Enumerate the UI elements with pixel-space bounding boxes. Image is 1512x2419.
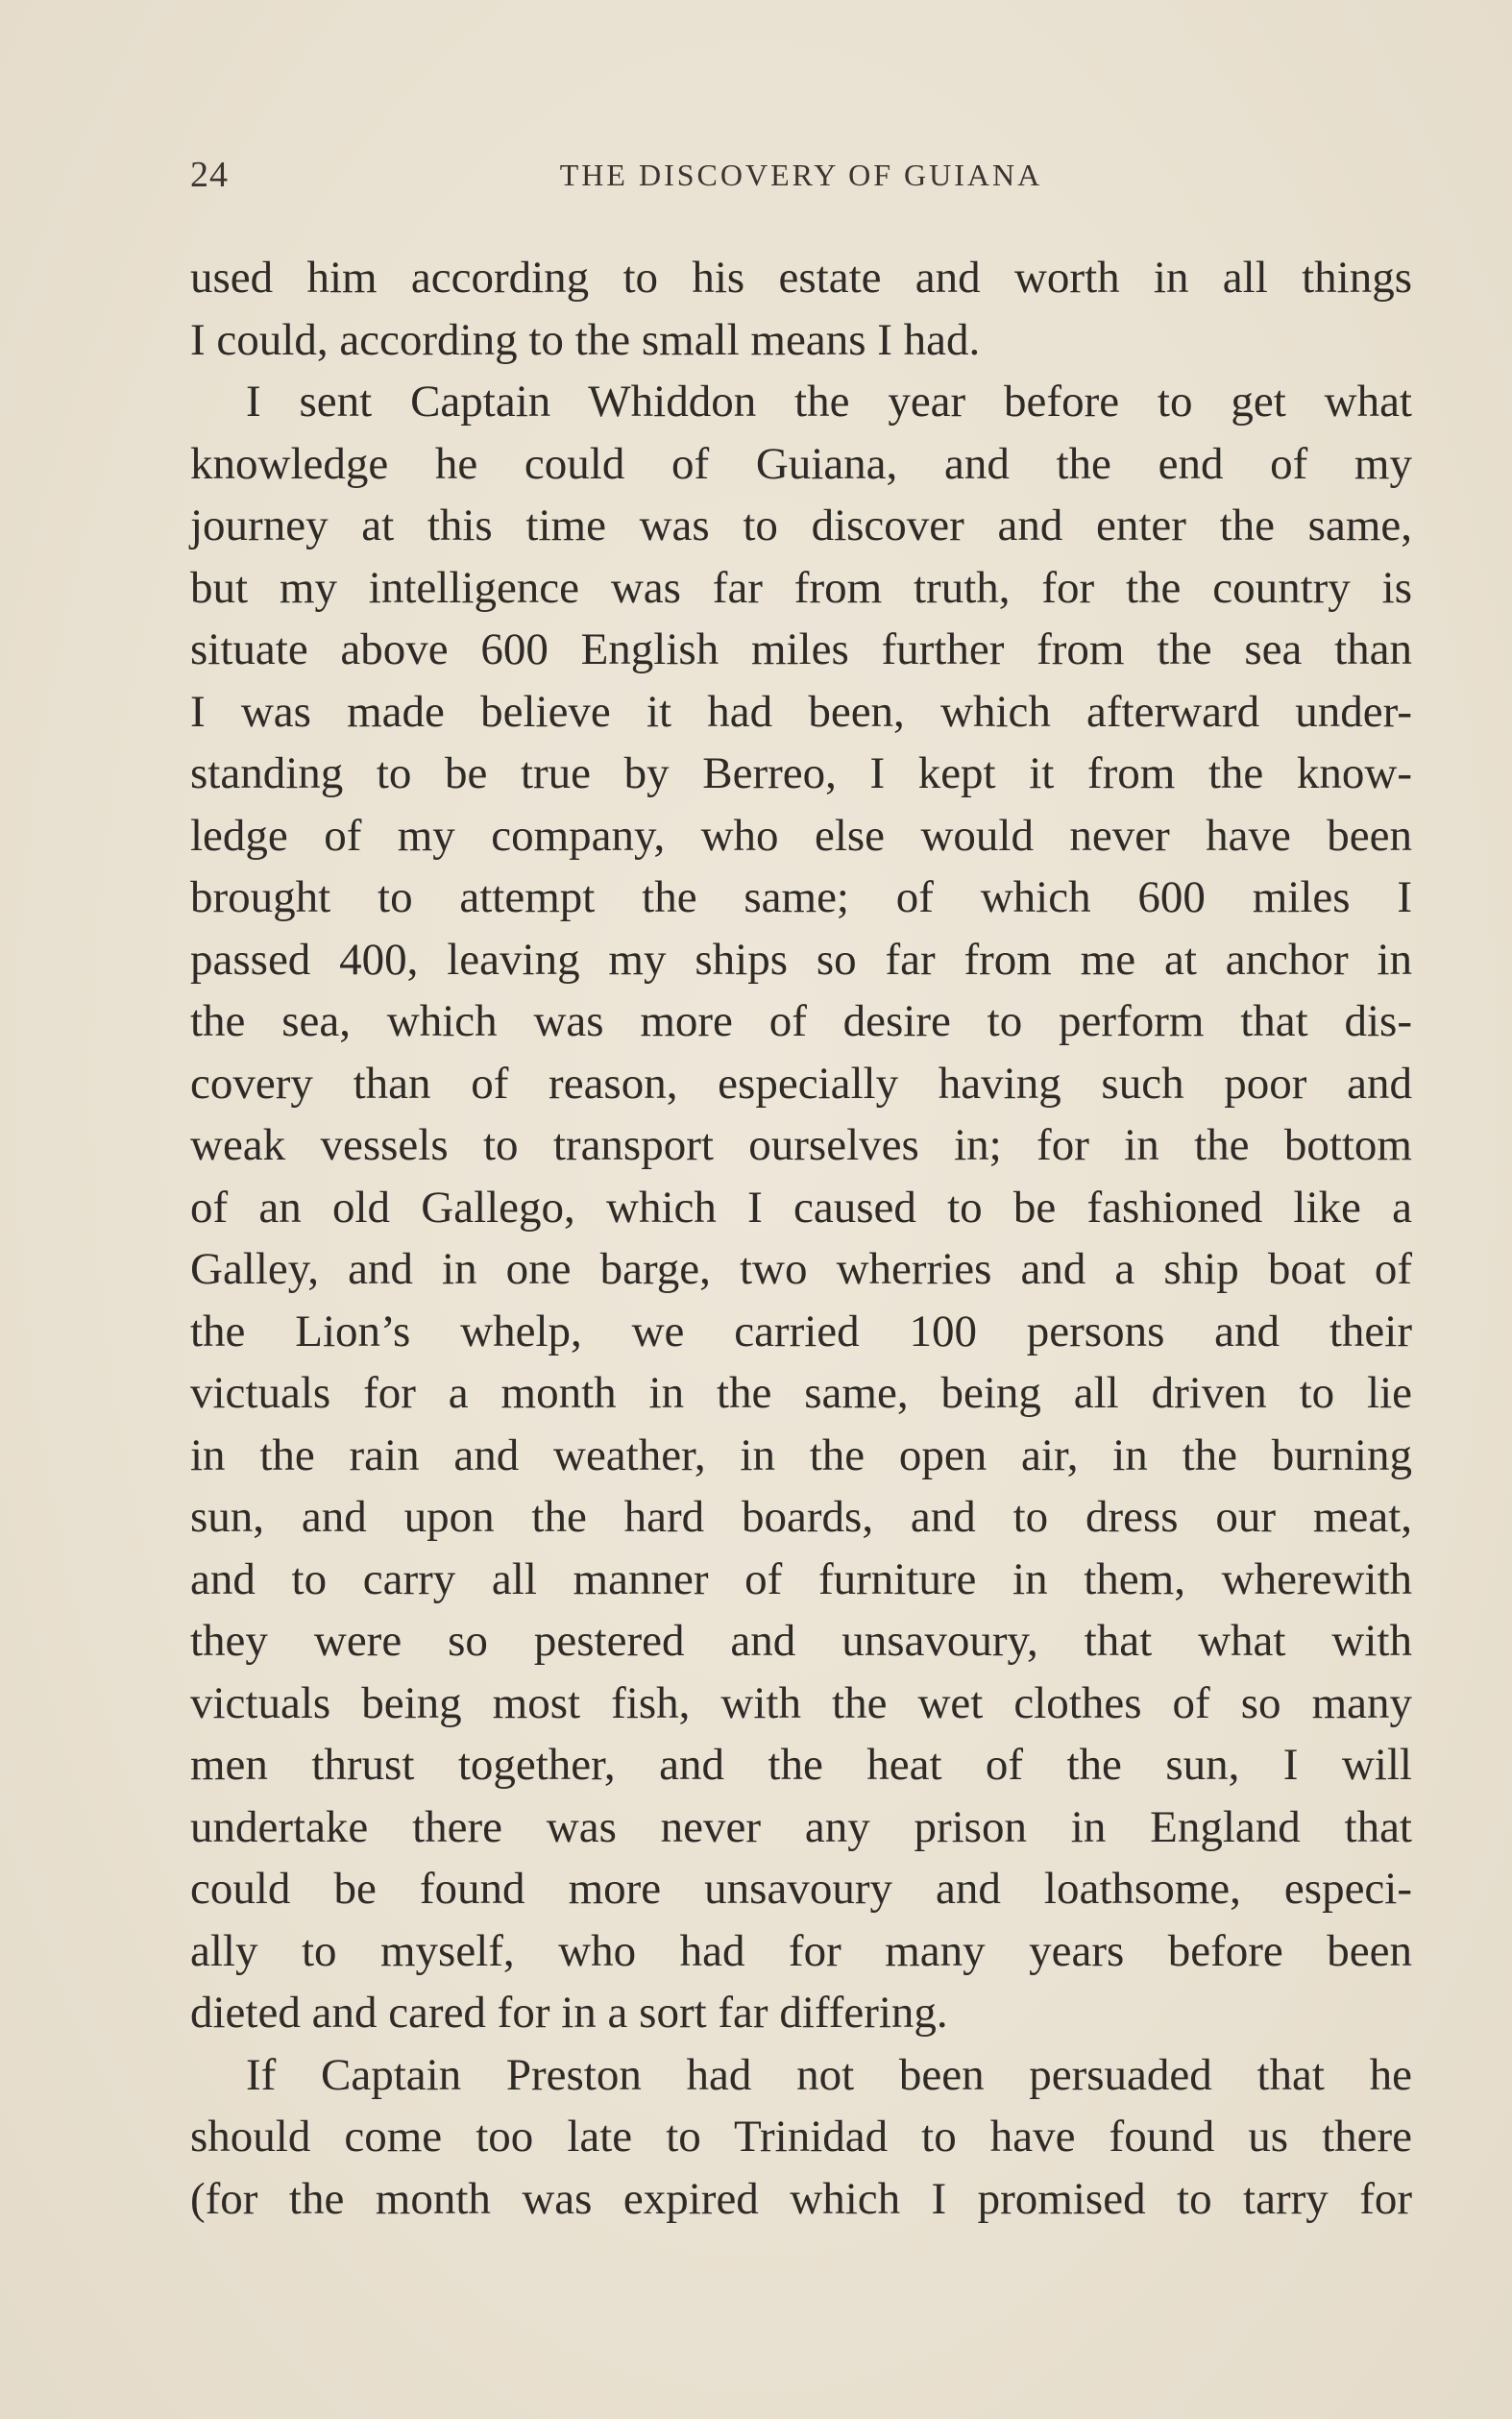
text-line: ledge of my company, who else would never have been	[190, 810, 1412, 861]
page-header	[190, 154, 1412, 202]
text-line: Galley, and in one barge, two wherries and a ship boat of	[190, 1244, 1412, 1294]
text-line: sun, and upon the hard boards, and to dress our meat,	[190, 1492, 1412, 1542]
text-line: brought to attempt the same; of which 600 miles I	[190, 872, 1412, 922]
text-line: should come too late to Trinidad to have found us there	[190, 2112, 1412, 2162]
text-line: could be found more unsavoury and loathsome, especi-	[190, 1864, 1412, 1914]
text-line: of an old Gallego, which I caused to be fashioned like a	[190, 1182, 1412, 1233]
text-line: and to carry all manner of furniture in them, wherewith	[190, 1553, 1412, 1604]
text-line: I could, according to the small means I had.	[190, 314, 981, 365]
text-line: the sea, which was more of desire to perform that dis-	[190, 996, 1412, 1046]
text-line: I sent Captain Whiddon the year before to get what	[246, 377, 1412, 427]
running-head: THE DISCOVERY OF GUIANA	[559, 158, 1043, 192]
text-line: men thrust together, and the heat of the sun, I will	[190, 1740, 1412, 1790]
text-line: victuals being most fish, with the wet clothes of so many	[190, 1677, 1412, 1728]
text-line: (for the month was expired which I promised to tarry for	[190, 2173, 1412, 2224]
text-line: weak vessels to transport ourselves in; for in the bottom	[190, 1120, 1412, 1170]
text-line: they were so pestered and unsavoury, that what with	[190, 1616, 1412, 1666]
text-line: I was made believe it had been, which afterward under-	[190, 686, 1412, 737]
text-line: undertake there was never any prison in England that	[190, 1801, 1412, 1852]
text-line: ally to myself, who had for many years before been	[190, 1925, 1412, 1976]
text-line: passed 400, leaving my ships so far from me at anchor in	[190, 934, 1412, 985]
text-line: the Lion’s whelp, we carried 100 persons and their	[190, 1306, 1412, 1356]
text-line: but my intelligence was far from truth, for the country is	[190, 562, 1412, 613]
text-line: used him according to his estate and worth in all things	[190, 253, 1412, 303]
body-text	[190, 247, 1412, 2230]
text-line: covery than of reason, especially having such poor and	[190, 1058, 1412, 1109]
text-line: dieted and cared for in a sort far differing.	[190, 1988, 948, 2038]
text-line: in the rain and weather, in the open air, in the burning	[190, 1429, 1412, 1480]
text-line: knowledge he could of Guiana, and the end of my	[190, 438, 1412, 489]
text-line: If Captain Preston had not been persuaded that he	[246, 2049, 1412, 2100]
text-line: standing to be true by Berreo, I kept it from the know-	[190, 748, 1412, 798]
text-line: situate above 600 English miles further from the sea than	[190, 624, 1412, 674]
text-line: journey at this time was to discover and enter the same,	[190, 501, 1412, 550]
page-number: 24	[190, 155, 229, 195]
text-line: victuals for a month in the same, being all driven to lie	[190, 1368, 1412, 1418]
